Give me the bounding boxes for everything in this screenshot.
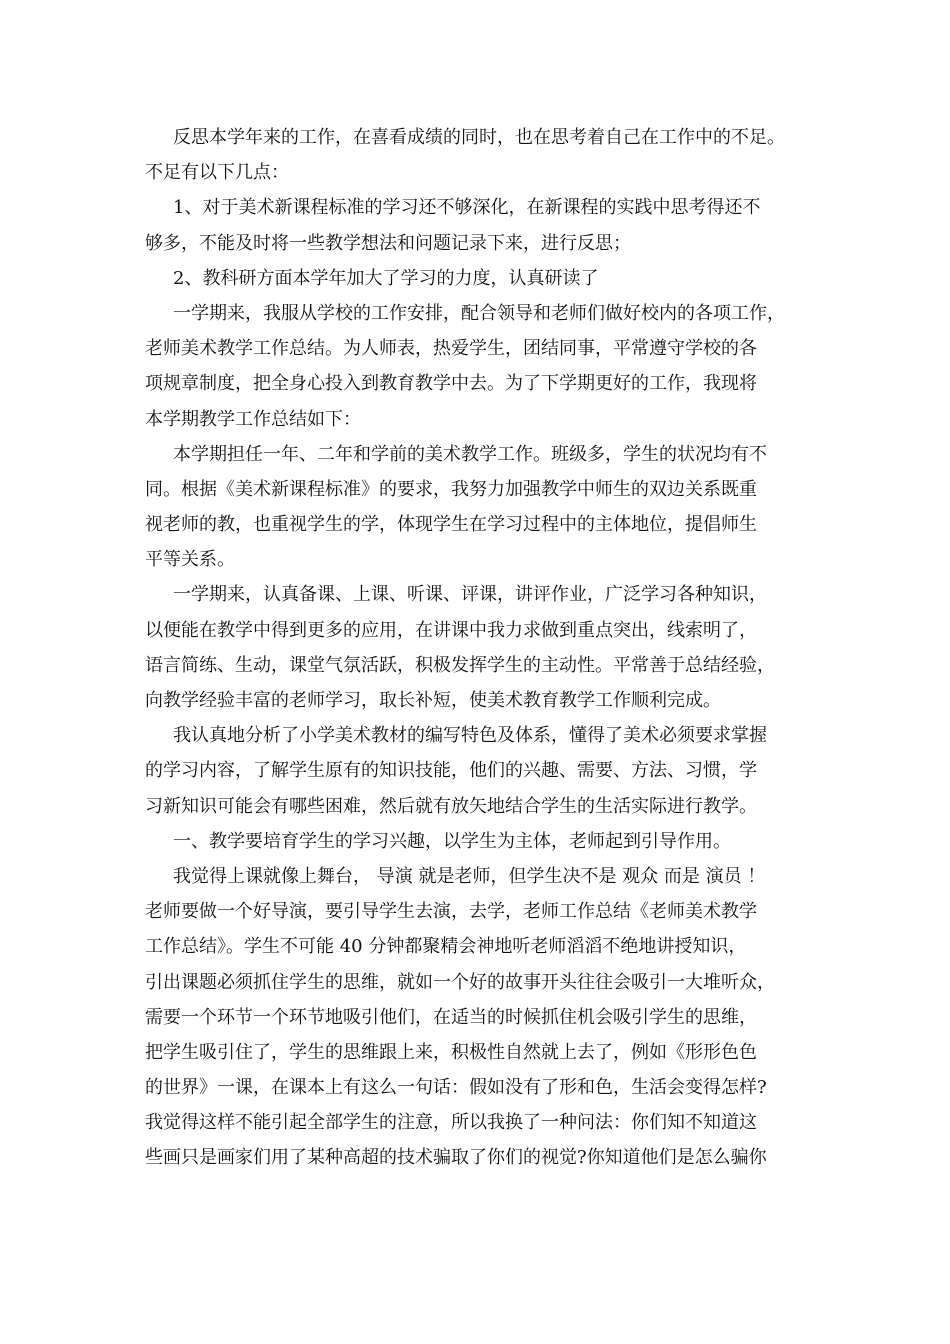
text-line: 一学期来，认真备课、上课、听课、评课，讲评作业，广泛学习各种知识，: [173, 584, 767, 606]
text-line: 把学生吸引住了，学生的思维跟上来，积极性自然就上去了，例如《形形色色: [145, 1041, 757, 1063]
text-line: 老师要做一个好导演，要引导学生去演，去学，老师工作总结《老师美术教学: [145, 901, 757, 923]
text-line: 本学期教学工作总结如下：: [145, 408, 361, 430]
text-line: 我觉得这样不能引起全部学生的注意，所以我换了一种问法：你们知不知道这: [145, 1112, 757, 1134]
text-line: 引出课题必须抓住学生的思维，就如一个好的故事开头往往会吸引一大堆听众，: [145, 971, 775, 993]
text-line: 同。根据《美术新课程标准》的要求，我努力加强教学中师生的双边关系既重: [145, 478, 757, 500]
text-line: 一、教学要培育学生的学习兴趣，以学生为主体，老师起到引导作用。: [173, 830, 731, 852]
text-line: 我认真地分析了小学美术教材的编写特色及体系，懂得了美术必须要求掌握: [173, 725, 767, 747]
text-line: 反思本学年来的工作，在喜看成绩的同时，也在思考着自己在工作中的不足。: [173, 127, 785, 148]
text-line: 语言简练、生动，课堂气氛活跃，积极发挥学生的主动性。平常善于总结经验，: [145, 654, 775, 676]
text-line: 本学期担任一年、二年和学前的美术教学工作。班级多，学生的状况均有不: [173, 443, 767, 465]
text-line: 一学期来，我服从学校的工作安排，配合领导和老师们做好校内的各项工作，: [173, 302, 785, 324]
text-line: 视老师的教，也重视学生的学，体现学生在学习过程中的主体地位，提倡师生: [145, 514, 757, 536]
text-line: 我觉得上课就像上舞台， 导演 就是老师，但学生决不是 观众 而是 演员 ！: [173, 865, 766, 887]
text-line: 些画只是画家们用了某种高超的技术骗取了你们的视觉?你知道他们是怎么骗你: [145, 1147, 767, 1169]
text-line: 平等关系。: [145, 549, 235, 571]
text-line: 工作总结》。学生不可能 40 分钟都聚精会神地听老师滔滔不绝地讲授知识，: [145, 936, 747, 958]
text-line: 2、教科研方面本学年加大了学习的力度，认真研读了: [173, 267, 599, 289]
text-line: 项规章制度，把全身心投入到教育教学中去。为了下学期更好的工作，我现将: [145, 373, 757, 395]
document-body: [145, 120, 835, 1176]
text-line: 的世界》一课，在课本上有这么一句话：假如没有了形和色，生活会变得怎样?: [145, 1077, 767, 1099]
text-line: 以便能在教学中得到更多的应用，在讲课中我力求做到重点突出，线索明了，: [145, 619, 757, 641]
text-line: 向教学经验丰富的老师学习，取长补短，使美术教育教学工作顺利完成。: [145, 690, 721, 711]
text-line: 1、对于美术新课程标准的学习还不够深化，在新课程的实践中思考得还不: [173, 197, 761, 219]
text-line: 习新知识可能会有哪些困难，然后就有放矢地结合学生的生活实际进行教学。: [145, 795, 757, 817]
text-line: 够多，不能及时将一些教学想法和问题记录下来，进行反思；: [145, 232, 631, 254]
text-line: 不足有以下几点：: [145, 162, 289, 184]
text-line: 老师美术教学工作总结。为人师表，热爱学生，团结同事，平常遵守学校的各: [145, 338, 757, 360]
text-line: 的学习内容，了解学生原有的知识技能，他们的兴趣、需要、方法、习惯，学: [145, 760, 757, 782]
text-line: 需要一个环节一个环节地吸引他们，在适当的时候抓住机会吸引学生的思维，: [145, 1006, 757, 1028]
